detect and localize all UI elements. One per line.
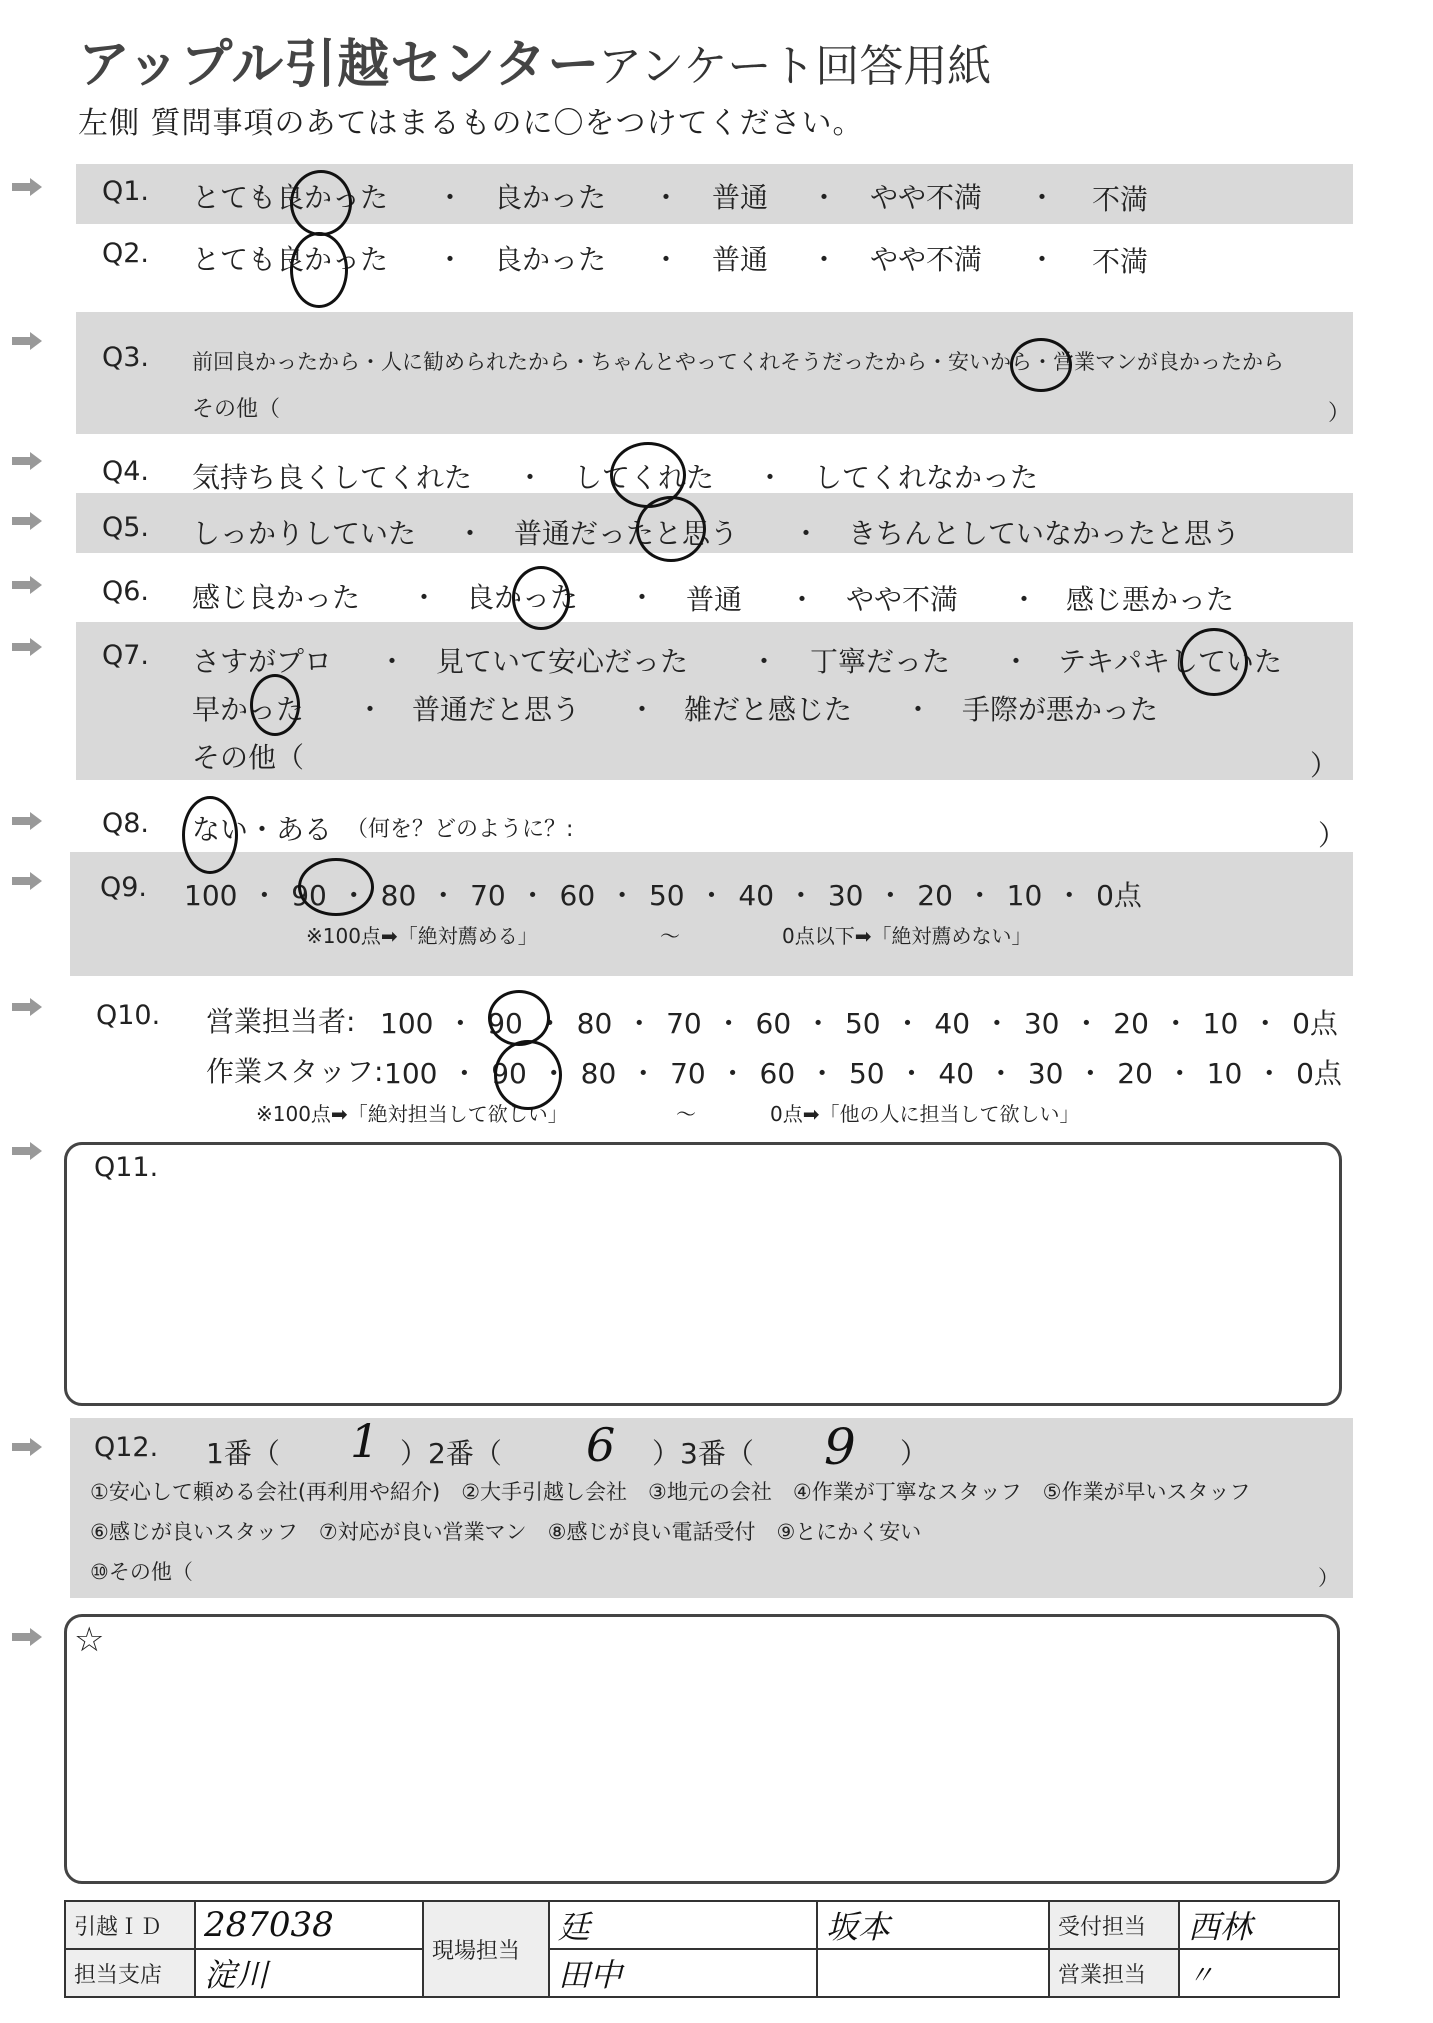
site-staff-value-3: 坂本 [826, 1908, 891, 1946]
comment-box[interactable] [64, 1614, 1340, 1884]
q7-other[interactable]: その他（ [192, 741, 305, 774]
arrow-icon [10, 510, 44, 532]
q1-label: Q1. [102, 176, 150, 207]
q8-close: ） [1318, 819, 1347, 852]
q10-sales-label: 営業担当者: [206, 1005, 356, 1038]
move-id-value: 287038 [204, 1905, 334, 1945]
q7-option-1[interactable]: さすがプロ [192, 645, 333, 678]
arrow-icon [10, 574, 44, 596]
q12-options-line1: ①安心して頼める会社(再利用や紹介) ②大手引越し会社 ③地元の会社 ④作業が丁寧なスタッフ ⑤作業が早いスタッフ [90, 1480, 1251, 1504]
q7-option-4[interactable]: テキパキしていた [1058, 645, 1283, 678]
move-id-label: 引越ＩＤ [65, 1901, 195, 1949]
answer-circle [636, 496, 706, 562]
q6-sep: ・ [628, 581, 657, 614]
q2-label: Q2. [102, 238, 150, 269]
q7-option-5[interactable]: 早かった [192, 693, 305, 726]
instruction-text: 左側 質問事項のあてはまるものに〇をつけてください。 [78, 106, 864, 141]
q7-close: ） [1310, 749, 1339, 782]
q11-label: Q11. [94, 1152, 159, 1183]
site-staff-cell-1[interactable] [549, 1901, 817, 1949]
answer-circle [182, 796, 238, 874]
q4-option-1[interactable]: 気持ち良くしてくれた [192, 461, 473, 494]
q8-note[interactable]: （何を？どのように？: [346, 817, 574, 842]
answer-circle [1180, 628, 1248, 696]
site-staff-cell-2[interactable] [549, 1949, 817, 1997]
q1-option-1[interactable]: とても良かった [192, 181, 389, 214]
branch-value: 淀川 [204, 1956, 269, 1994]
branch-cell[interactable] [195, 1949, 423, 1997]
q12-third-value[interactable]: 9 [824, 1418, 856, 1476]
q9-tilde: ～ [660, 924, 680, 948]
star-icon: ☆ [74, 1620, 105, 1660]
q3-close: ） [1328, 401, 1351, 426]
q5-label: Q5. [102, 512, 150, 543]
q5-option-1[interactable]: しっかりしていた [192, 517, 417, 550]
answer-circle [488, 990, 550, 1046]
q6-sep: ・ [410, 581, 439, 614]
q9-note-left: ※100点➡「絶対薦める」 [306, 924, 538, 948]
q2-option-3[interactable]: 普通 [712, 243, 769, 276]
q3-label: Q3. [102, 342, 150, 373]
q1-sep: ・ [436, 181, 465, 214]
q12-first-value[interactable]: 1 [350, 1414, 380, 1468]
q1-sep: ・ [652, 181, 681, 214]
branch-label: 担当支店 [65, 1949, 195, 1997]
q12-options-line2: ⑥感じが良いスタッフ ⑦対応が良い営業マン ⑧感じが良い電話受付 ⑨とにかく安い [90, 1520, 922, 1544]
q2-sep: ・ [436, 243, 465, 276]
q6-option-1[interactable]: 感じ良かった [192, 581, 361, 614]
q1-sep: ・ [1028, 181, 1057, 214]
arrow-icon [10, 810, 44, 832]
site-staff-value-2: 田中 [558, 1956, 623, 1994]
q7-sep: ・ [1002, 645, 1031, 678]
q1-sep: ・ [810, 181, 839, 214]
q6-option-2[interactable]: 良かった [466, 581, 579, 614]
q6-label: Q6. [102, 576, 150, 607]
q9-scale[interactable]: 100 ・ 90 ・ 80 ・ 70 ・ 60 ・ 50 ・ 40 ・ 30 ・ 20 ・ 10 ・ 0点 [184, 879, 1142, 912]
q2-option-1[interactable]: とても良かった [192, 243, 389, 276]
arrow-icon [10, 1140, 44, 1162]
move-id-cell[interactable] [195, 1901, 423, 1949]
site-staff-label: 現場担当 [423, 1901, 549, 1997]
site-staff-cell-3[interactable] [817, 1901, 1049, 1949]
q6-option-4[interactable]: やや不満 [846, 583, 959, 616]
q4-label: Q4. [102, 456, 150, 487]
q9-band [70, 852, 1353, 976]
answer-circle [494, 1040, 562, 1110]
q12-close: ） [900, 1437, 929, 1470]
q8-options[interactable]: ない・ある [192, 813, 333, 846]
q5-option-2[interactable]: 普通だったと思う [514, 517, 739, 550]
q5-sep: ・ [456, 517, 485, 550]
q6-option-5[interactable]: 感じ悪かった [1066, 583, 1235, 616]
sales-cell[interactable] [1179, 1949, 1339, 1997]
q12-third-label: ）3番（ [652, 1437, 754, 1470]
sales-value: 〃 [1188, 1960, 1215, 1991]
arrow-icon [10, 996, 44, 1018]
q10-sales-scale[interactable]: 100 ・ 90 ・ 80 ・ 70 ・ 60 ・ 50 ・ 40 ・ 30 ・ 20 ・ 10 ・ 0点 [380, 1007, 1338, 1040]
arrow-icon [10, 636, 44, 658]
arrow-icon [10, 1626, 44, 1648]
q4-option-2[interactable]: してくれた [574, 461, 715, 494]
q7-option-7[interactable]: 雑だと感じた [684, 693, 853, 726]
q6-sep: ・ [1010, 583, 1039, 616]
q7-sep: ・ [750, 645, 779, 678]
q2-option-2[interactable]: 良かった [494, 243, 607, 276]
q5-option-3[interactable]: きちんとしていなかったと思う [848, 517, 1241, 550]
answer-circle [512, 566, 570, 630]
q11-answer-box[interactable] [64, 1142, 1342, 1406]
q10-label: Q10. [96, 1000, 161, 1031]
q8-label: Q8. [102, 808, 150, 839]
q10-staff-label: 作業スタッフ: [206, 1055, 384, 1088]
q4-option-3[interactable]: してくれなかった [814, 461, 1039, 494]
q7-option-2[interactable]: 見ていて安心だった [436, 645, 689, 678]
q12-second-label: ）2番（ [400, 1437, 502, 1470]
q7-option-8[interactable]: 手際が悪かった [962, 693, 1159, 726]
q12-second-value[interactable]: 6 [586, 1418, 616, 1472]
reception-cell[interactable] [1179, 1901, 1339, 1949]
q10-staff-scale[interactable]: 100 ・ 90 ・ 80 ・ 70 ・ 60 ・ 50 ・ 40 ・ 30 ・ 20 ・ 10 ・ 0点 [384, 1057, 1342, 1090]
arrow-icon [10, 330, 44, 352]
answer-circle [290, 232, 348, 308]
q12-options-line3[interactable]: ⑩その他（ [90, 1560, 193, 1584]
arrow-icon [10, 870, 44, 892]
answer-circle [1010, 338, 1072, 392]
q10-note-left: ※100点➡「絶対担当して欲しい」 [256, 1102, 568, 1126]
q2-option-5[interactable]: 不満 [1092, 245, 1149, 278]
q2-sep: ・ [1028, 243, 1057, 276]
brand-name: アップル引越センター [78, 35, 601, 95]
q3-other[interactable]: その他（ [192, 397, 281, 422]
reception-label: 受付担当 [1049, 1901, 1179, 1949]
form-title: アンケート回答用紙 [598, 41, 992, 92]
answer-circle [298, 858, 374, 916]
q10-note-right: 0点➡「他の人に担当して欲しい」 [770, 1102, 1080, 1126]
q7-label: Q7. [102, 640, 150, 671]
q7-sep: ・ [356, 693, 385, 726]
arrow-icon [10, 1436, 44, 1458]
q9-label: Q9. [100, 872, 148, 903]
q7-option-3[interactable]: 丁寧だった [810, 645, 951, 678]
q12-label: Q12. [94, 1432, 159, 1463]
answer-circle [290, 170, 352, 236]
q4-sep: ・ [516, 461, 545, 494]
arrow-icon [10, 450, 44, 472]
q12-first-label: 1番（ [206, 1437, 280, 1470]
q6-option-3[interactable]: 普通 [686, 583, 743, 616]
q2-sep: ・ [652, 243, 681, 276]
q12-options-close: ） [1318, 1566, 1339, 1590]
q7-sep: ・ [378, 645, 407, 678]
q1-option-4[interactable]: やや不満 [870, 181, 983, 214]
q1-option-3[interactable]: 普通 [712, 181, 769, 214]
sales-label: 営業担当 [1049, 1949, 1179, 1997]
q10-tilde: ～ [676, 1102, 696, 1126]
answer-circle [250, 674, 300, 736]
site-staff-cell-4[interactable] [817, 1949, 1049, 1997]
q7-option-6[interactable]: 普通だと思う [412, 693, 581, 726]
q5-sep: ・ [792, 517, 821, 550]
q6-sep: ・ [788, 583, 817, 616]
q7-sep: ・ [904, 693, 933, 726]
q1-option-5[interactable]: 不満 [1092, 183, 1149, 216]
q1-option-2[interactable]: 良かった [494, 181, 607, 214]
q9-note-right: 0点以下➡「絶対薦めない」 [782, 924, 1032, 948]
site-staff-value-1: 廷 [558, 1908, 591, 1946]
reception-value: 西林 [1188, 1908, 1253, 1946]
q7-sep: ・ [628, 693, 657, 726]
q3-options[interactable]: 前回良かったから・人に勧められたから・ちゃんとやってくれそうだったから・安いから・営業マンが良かったから [192, 350, 1284, 374]
arrow-icon [10, 176, 44, 198]
q4-sep: ・ [756, 461, 785, 494]
q2-sep: ・ [810, 243, 839, 276]
q2-option-4[interactable]: やや不満 [870, 243, 983, 276]
staff-table [64, 1900, 1340, 1998]
